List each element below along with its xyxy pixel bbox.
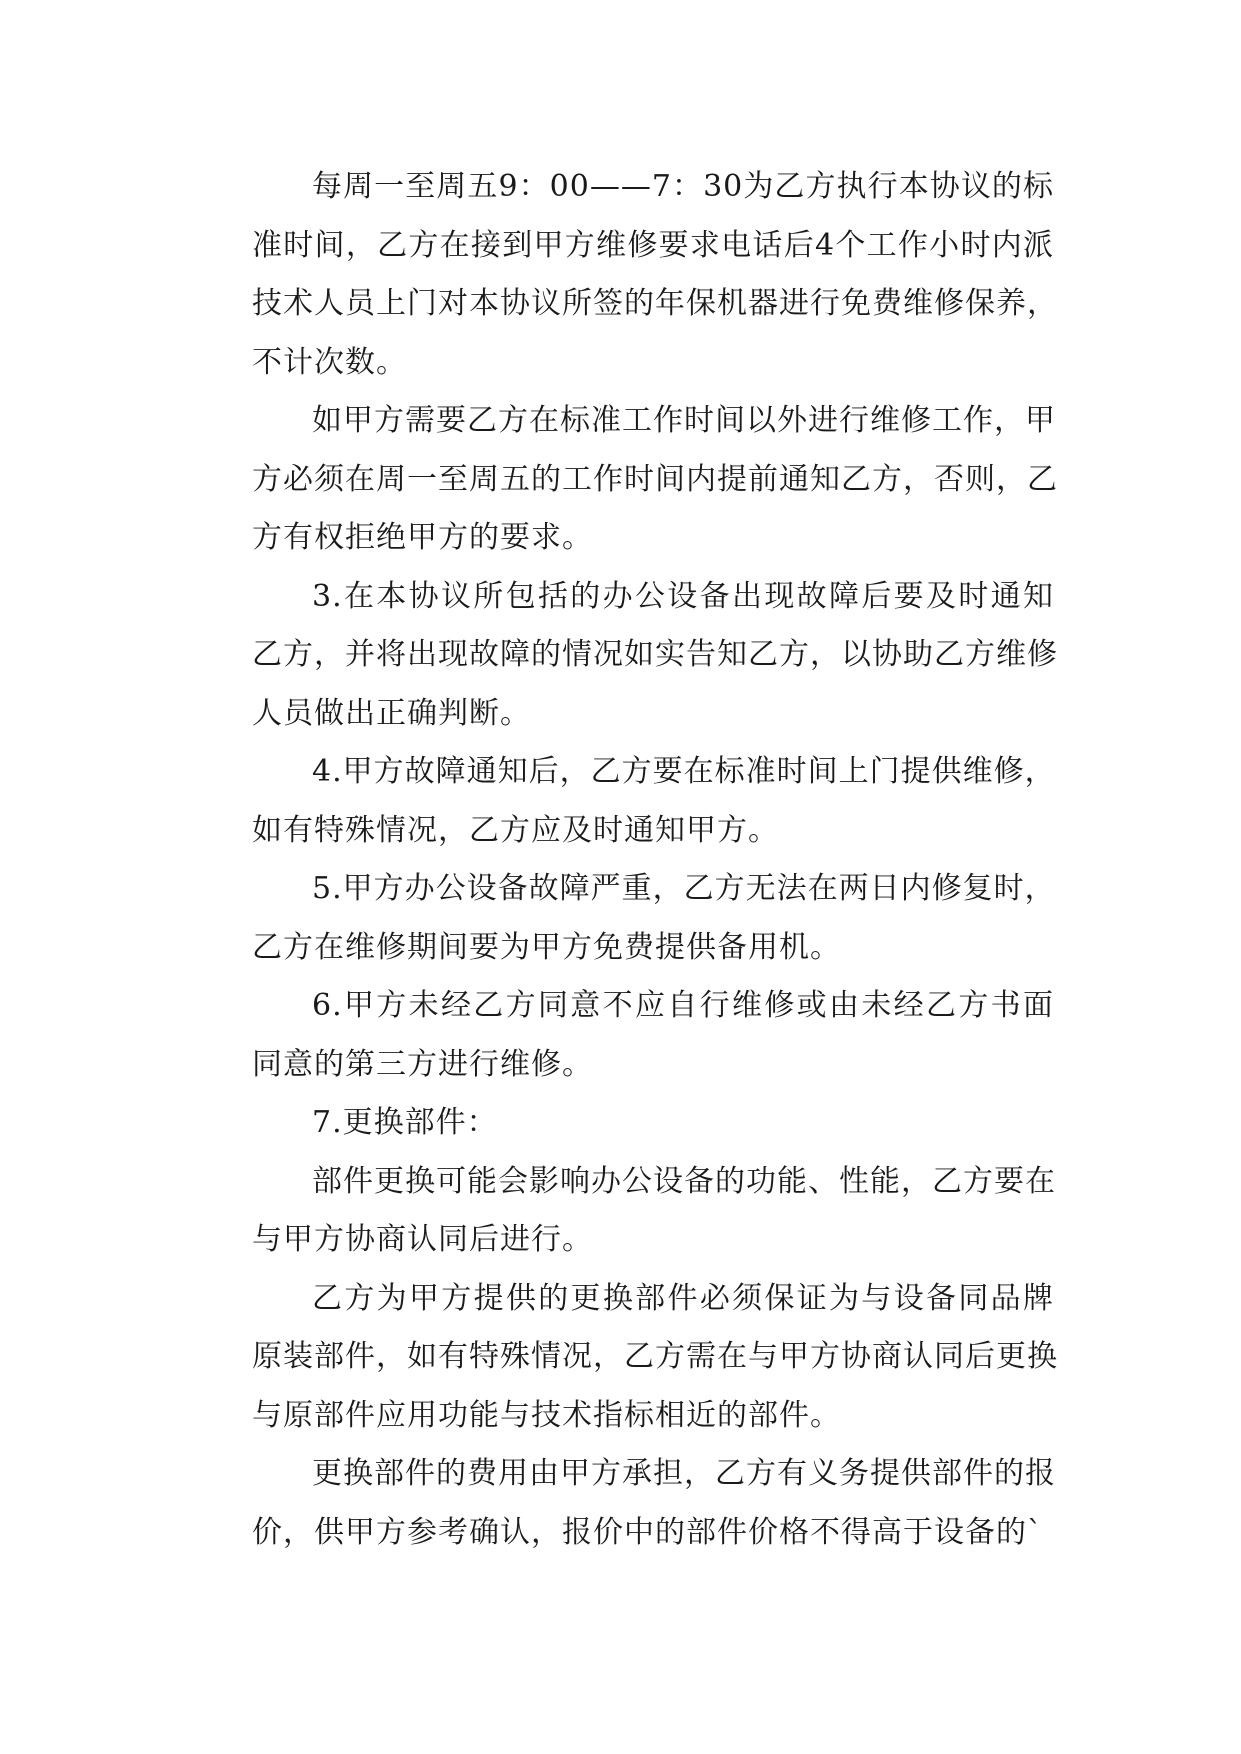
text-line: 方必须在周一至周五的工作时间内提前通知乙方，否则，乙 <box>252 461 1058 497</box>
paragraph-original-parts <box>192 1270 1058 1446</box>
text-line: 5.甲方办公设备故障严重，乙方无法在两日内修复时， <box>312 871 1056 906</box>
paragraph-clause-5 <box>192 860 1054 977</box>
text-line: 人员做出正确判断。 <box>252 695 531 731</box>
paragraph-clause-7-heading <box>192 1094 1054 1153</box>
paragraph-clause-6 <box>192 977 1054 1094</box>
text-line: 3.在本协议所包括的办公设备出现故障后要及时通知 <box>312 578 1054 614</box>
paragraph-clause-3 <box>192 568 1058 744</box>
text-line: 同意的第三方进行维修。 <box>252 1046 593 1082</box>
text-line: 如有特殊情况，乙方应及时通知甲方。 <box>252 812 779 848</box>
text-line: 7.更换部件： <box>312 1105 498 1140</box>
text-line: 乙方在维修期间要为甲方免费提供备用机。 <box>252 929 841 965</box>
text-line: 4.甲方故障通知后，乙方要在标准时间上门提供维修， <box>312 754 1056 789</box>
text-line: 6.甲方未经乙方同意不应自行维修或由未经乙方书面 <box>312 988 1054 1023</box>
text-line: 乙方为甲方提供的更换部件必须保证为与设备同品牌 <box>312 1280 1054 1316</box>
paragraph-parts-replacement <box>192 1153 1054 1270</box>
text-line: 更换部件的费用由甲方承担，乙方有义务提供部件的报 <box>312 1456 1056 1491</box>
text-line: 部件更换可能会影响办公设备的功能、性能，乙方要在 <box>312 1163 1056 1199</box>
paragraph-clause-4 <box>192 743 1054 860</box>
text-line: 原装部件，如有特殊情况，乙方需在与甲方协商认同后更换 <box>252 1339 1058 1374</box>
text-line: 价，供甲方参考确认，报价中的部件价格不得高于设备的` <box>252 1514 1043 1550</box>
text-line: 准时间，乙方在接到甲方维修要求电话后4个工作小时内派 <box>252 227 1054 263</box>
text-line: 技术人员上门对本协议所签的年保机器进行免费维修保养， <box>252 286 1058 321</box>
text-line: 如甲方需要乙方在标准工作时间以外进行维修工作，甲 <box>312 403 1056 438</box>
text-line: 与原部件应用功能与技术指标相近的部件。 <box>252 1397 841 1433</box>
document-body <box>192 158 1058 1562</box>
paragraph-overtime <box>192 392 1058 568</box>
paragraph-parts-cost <box>192 1445 1054 1562</box>
text-line: 与甲方协商认同后进行。 <box>252 1222 593 1257</box>
text-line: 每周一至周五9：00——7：30为乙方执行本协议的标 <box>312 169 1054 204</box>
text-line: 不计次数。 <box>252 344 407 380</box>
text-line: 方有权拒绝甲方的要求。 <box>252 520 593 555</box>
paragraph-service-hours <box>192 158 1058 392</box>
text-line: 乙方，并将出现故障的情况如实告知乙方，以协助乙方维修 <box>252 637 1058 672</box>
